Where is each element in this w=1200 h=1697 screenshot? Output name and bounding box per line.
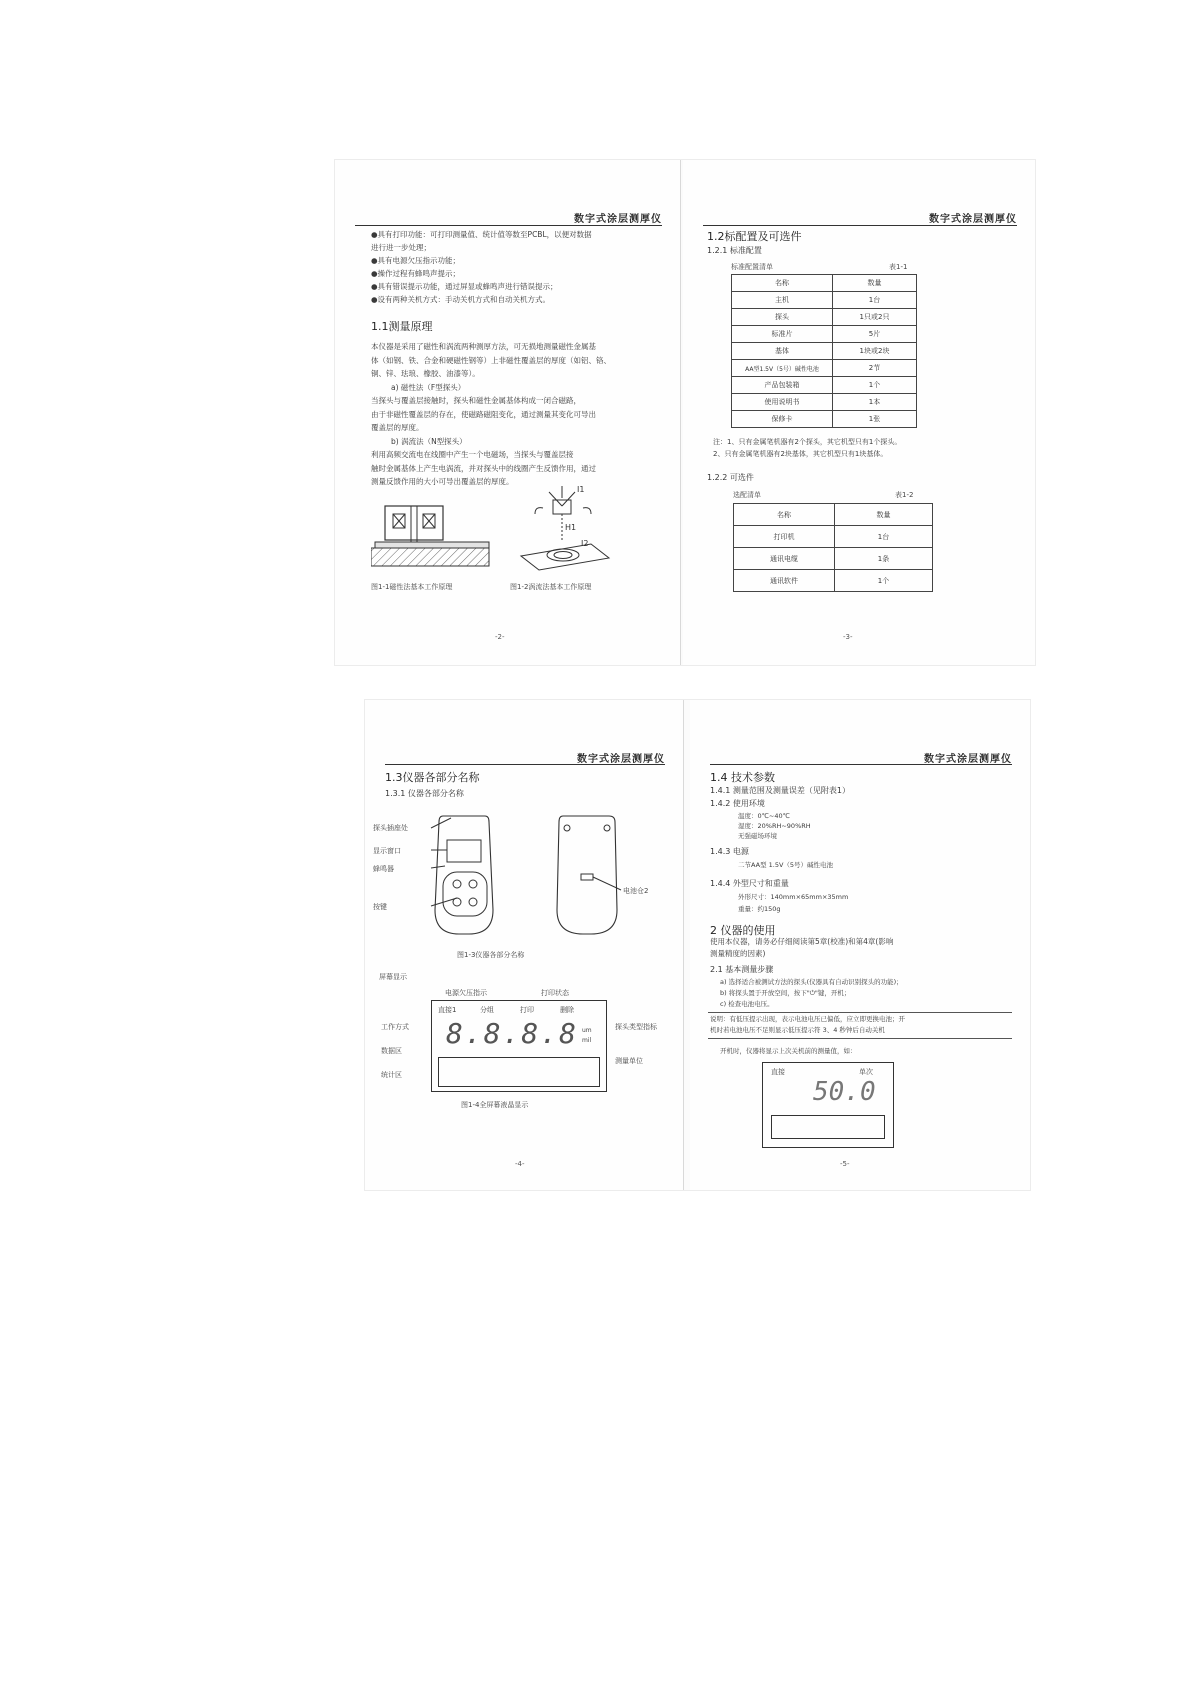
page-header-title: 数字式涂层测厚仪 [574, 214, 662, 225]
figure-label: I2 [581, 539, 589, 548]
table-header: 名称 [734, 504, 835, 526]
lcd-label-data-area: 数据区 [381, 1047, 402, 1055]
table-number: 表1-1 [889, 263, 908, 271]
part-label-display-window: 显示窗口 [373, 847, 401, 855]
table-row [732, 326, 917, 343]
feature-item: ●操作过程有蜂鸣声提示； [371, 269, 461, 278]
table-cell: 2节 [833, 360, 917, 377]
table-cell: 1台 [835, 526, 933, 548]
environment-list [738, 811, 811, 841]
section-title: 1.2标配置及可选件 [707, 230, 802, 243]
table-cell: 1张 [833, 411, 917, 428]
lcd-label-stat-area: 统计区 [381, 1071, 402, 1079]
page-3 [683, 160, 1035, 665]
startup-text: 开机时，仪器将显示上次关机前的测量值，如： [720, 1047, 857, 1055]
lcd-label-work-mode: 工作方式 [381, 1023, 409, 1031]
feature-item: ●具有电源欠压指示功能； [371, 256, 461, 265]
subsection-title: 1.2.1 标准配置 [707, 246, 762, 255]
lcd-unit-um: um [582, 1027, 592, 1034]
note-line: 机时若电池电压不足则显示低压提示符 3、4 秒钟后自动关机 [710, 1026, 885, 1034]
table-cell: 产品包装箱 [732, 377, 833, 394]
subsection-title: 2.1 基本测量步骤 [710, 965, 774, 974]
step-item: a) 选择适合被测试方法的探头(仪器具有自动识别探头的功能)； [720, 978, 903, 986]
paragraph-line: 测量精度的因素) [710, 949, 766, 958]
figure-label: I1 [577, 485, 585, 494]
section-title: 2 仪器的使用 [710, 924, 776, 937]
feature-item: ●设有两种关机方式：手动关机方式和自动关机方式。 [371, 295, 551, 304]
lcd-mode-single: 单次 [859, 1068, 873, 1076]
table-cell: 通讯电缆 [734, 548, 835, 570]
table-cell: 使用说明书 [732, 394, 833, 411]
table-row [732, 377, 917, 394]
lcd-mode: 分组 [480, 1006, 494, 1014]
table-cell: 1本 [833, 394, 917, 411]
lcd-mode: 删除 [560, 1006, 574, 1014]
table-row [734, 570, 933, 592]
note-rule-top [708, 1012, 1012, 1013]
table-header-row [732, 275, 917, 292]
note-rule-bottom [708, 1038, 1012, 1039]
lcd-mode-direct: 直接 [771, 1068, 785, 1076]
page-number: -5- [840, 1160, 850, 1168]
lcd-digits: 8.8.8.8 [446, 1017, 579, 1050]
lcd-label-low-battery: 电源欠压指示 [445, 989, 487, 997]
part-label-battery: 电池仓2 [623, 887, 649, 895]
table-cell: 保修卡 [732, 411, 833, 428]
table-cell: 1条 [835, 548, 933, 570]
lcd-label-print-status: 打印状态 [541, 989, 569, 997]
table-title: 选配清单 [733, 491, 761, 499]
part-label-keys: 按键 [373, 903, 387, 911]
subsection-title: 1.3.1 仪器各部分名称 [385, 789, 464, 798]
lcd-statistics-box [771, 1115, 885, 1139]
screen-display-title: 屏幕显示 [379, 973, 407, 981]
paragraph-line: 测量反馈作用的大小可导出覆盖层的厚度。 [371, 477, 514, 486]
figure-caption: 图1-4全屏幕液晶显示 [461, 1101, 529, 1109]
feature-item: ●具有打印功能：可打印测量值、统计值等数至PCBL，以便对数据 [371, 230, 592, 239]
spec-item: 1.4.4 外型尺寸和重量 [710, 879, 789, 888]
header-rule [703, 225, 1017, 226]
table-cell: 标准片 [732, 326, 833, 343]
spread-pages-4-5 [365, 700, 1030, 1190]
figure-caption: 图1-1磁性法基本工作原理 [371, 583, 453, 591]
table-header: 数量 [835, 504, 933, 526]
magnetic-principle-figure [371, 500, 491, 572]
table-cell: 5片 [833, 326, 917, 343]
page-number: -3- [843, 633, 853, 641]
table-title: 标准配置清单 [731, 263, 773, 271]
table-cell: 1个 [835, 570, 933, 592]
paragraph-line: b) 涡流法（N型探头） [391, 436, 467, 446]
size-list [738, 891, 848, 915]
table-row [732, 360, 917, 377]
spec-item: 1.4.3 电源 [710, 847, 749, 856]
lcd-value: 50.0 [813, 1077, 876, 1107]
feature-item: ●具有错误提示功能，通过屏显或蜂鸣声进行错误提示； [371, 282, 558, 291]
paragraph-line: 铜、锌、珐琅、橡胶、油漆等）。 [371, 369, 480, 378]
paragraph-line: 利用高频交流电在线圈中产生一个电磁场，当探头与覆盖层接 [371, 450, 574, 459]
spread-pages-2-3 [335, 160, 1035, 665]
feature-list [371, 228, 592, 306]
paragraph-line: 覆盖层的厚度。 [371, 423, 424, 432]
paragraph-line: 由于非磁性覆盖层的存在，使磁路磁阻变化，通过测量其变化可导出 [371, 409, 596, 419]
section-title: 1.1测量原理 [371, 320, 433, 333]
lcd-startup-figure [762, 1062, 894, 1148]
env-line: 湿度：20%RH~90%RH [738, 822, 811, 830]
table-cell: 1只或2只 [833, 309, 917, 326]
table-cell: 1块或2块 [833, 343, 917, 360]
table-row [732, 343, 917, 360]
device-parts-figure [385, 810, 675, 940]
principle-text [371, 340, 611, 489]
part-label-probe-socket: 探头插座处 [373, 824, 408, 832]
eddy-current-principle-figure [513, 478, 613, 573]
table-header: 数量 [833, 275, 917, 292]
paragraph-line: 本仪器是采用了磁性和涡流两种测厚方法，可无损地测量磁性金属基 [371, 342, 596, 351]
page-4 [365, 700, 684, 1190]
page-number: -4- [515, 1160, 525, 1168]
table-number: 表1-2 [895, 491, 914, 499]
header-rule [710, 764, 1012, 765]
size-line: 外形尺寸：140mm×65mm×35mm [738, 893, 849, 901]
lcd-mode: 打印 [520, 1006, 534, 1014]
lcd-statistics-box [438, 1057, 600, 1087]
usage-intro [710, 936, 893, 960]
optional-parts-table [733, 503, 933, 592]
table-row [732, 292, 917, 309]
table-row [732, 309, 917, 326]
step-item: b) 将探头置于开放空间，按下"⏻"键，开机； [720, 989, 851, 997]
table-cell: 主机 [732, 292, 833, 309]
lcd-full-screen-figure [431, 1000, 607, 1092]
header-rule [385, 764, 665, 765]
paragraph-line: 触时金属基体上产生电涡流，并对探头中的线圈产生反馈作用，通过 [371, 463, 596, 473]
standard-config-table [731, 274, 917, 428]
table-row [734, 548, 933, 570]
table-cell: 探头 [732, 309, 833, 326]
note-line: 2、只有金属笔机器有2块基体，其它机型只有1块基体。 [713, 450, 888, 458]
section-title: 1.4 技术参数 [710, 771, 775, 784]
page-number: -2- [495, 633, 505, 641]
page-header-title: 数字式涂层测厚仪 [924, 754, 1012, 765]
section-title: 1.3仪器各部分名称 [385, 771, 480, 784]
spec-item: 1.4.1 测量范围及测量误差（见附表1） [710, 786, 850, 795]
page-2 [335, 160, 681, 665]
paragraph-line: a) 磁性法（F型探头） [391, 382, 466, 392]
table-cell: 1台 [833, 292, 917, 309]
page-header-title: 数字式涂层测厚仪 [577, 754, 665, 765]
lcd-mode: 直接1 [438, 1006, 457, 1014]
paragraph-line: 使用本仪器，请务必仔细阅读第5章(校准)和第4章(影响 [710, 937, 894, 946]
figure-caption: 图1-3仪器各部分名称 [457, 951, 525, 959]
note-line: 说明：有低压提示出现，表示电池电压已偏低，应立即更换电池；开 [710, 1015, 905, 1023]
spec-item: 1.4.2 使用环境 [710, 799, 765, 808]
env-line: 温度：0℃~40℃ [738, 812, 790, 820]
paragraph-line: 体（如钢、铁、合金和硬磁性钢等）上非磁性覆盖层的厚度（如铝、铬、 [371, 355, 611, 365]
table-row [734, 526, 933, 548]
power-text: 二节AA型 1.5V（5号）碱性电池 [738, 861, 834, 869]
lcd-label-unit: 测量单位 [615, 1057, 643, 1065]
lcd-label-probe-type: 探头类型指标 [615, 1023, 657, 1031]
feature-item: 进行进一步处理； [371, 243, 431, 252]
table-cell: 通讯软件 [734, 570, 835, 592]
figure-caption: 图1-2涡流法基本工作原理 [510, 583, 592, 591]
table-cell: 打印机 [734, 526, 835, 548]
table-cell: 1个 [833, 377, 917, 394]
table-header-row [734, 504, 933, 526]
page-header-title: 数字式涂层测厚仪 [929, 214, 1017, 225]
subsection-title: 1.2.2 可选件 [707, 473, 754, 482]
part-label-buzzer: 蜂鸣器 [373, 865, 394, 873]
step-item: c) 检查电池电压。 [720, 1000, 774, 1008]
env-line: 无强磁场环境 [738, 832, 777, 840]
note-line: 注：1、只有金属笔机器有2个探头，其它机型只有1个探头。 [713, 438, 902, 446]
header-rule [355, 225, 662, 226]
table-cell: 基体 [732, 343, 833, 360]
battery-note [710, 1014, 905, 1036]
table-row [732, 411, 917, 428]
paragraph-line: 当探头与覆盖层接触时，探头和磁性金属基体构成一闭合磁路， [371, 396, 581, 405]
lcd-unit-mil: mil [582, 1037, 592, 1044]
figure-label: H1 [565, 523, 577, 532]
size-line: 重量：约150g [738, 905, 781, 913]
table-notes [713, 436, 901, 460]
step-list [720, 977, 903, 1010]
table-header: 名称 [732, 275, 833, 292]
table-cell: AA型1.5V（5号）碱性电池 [732, 360, 833, 377]
table-row [732, 394, 917, 411]
page-5 [690, 700, 1030, 1190]
